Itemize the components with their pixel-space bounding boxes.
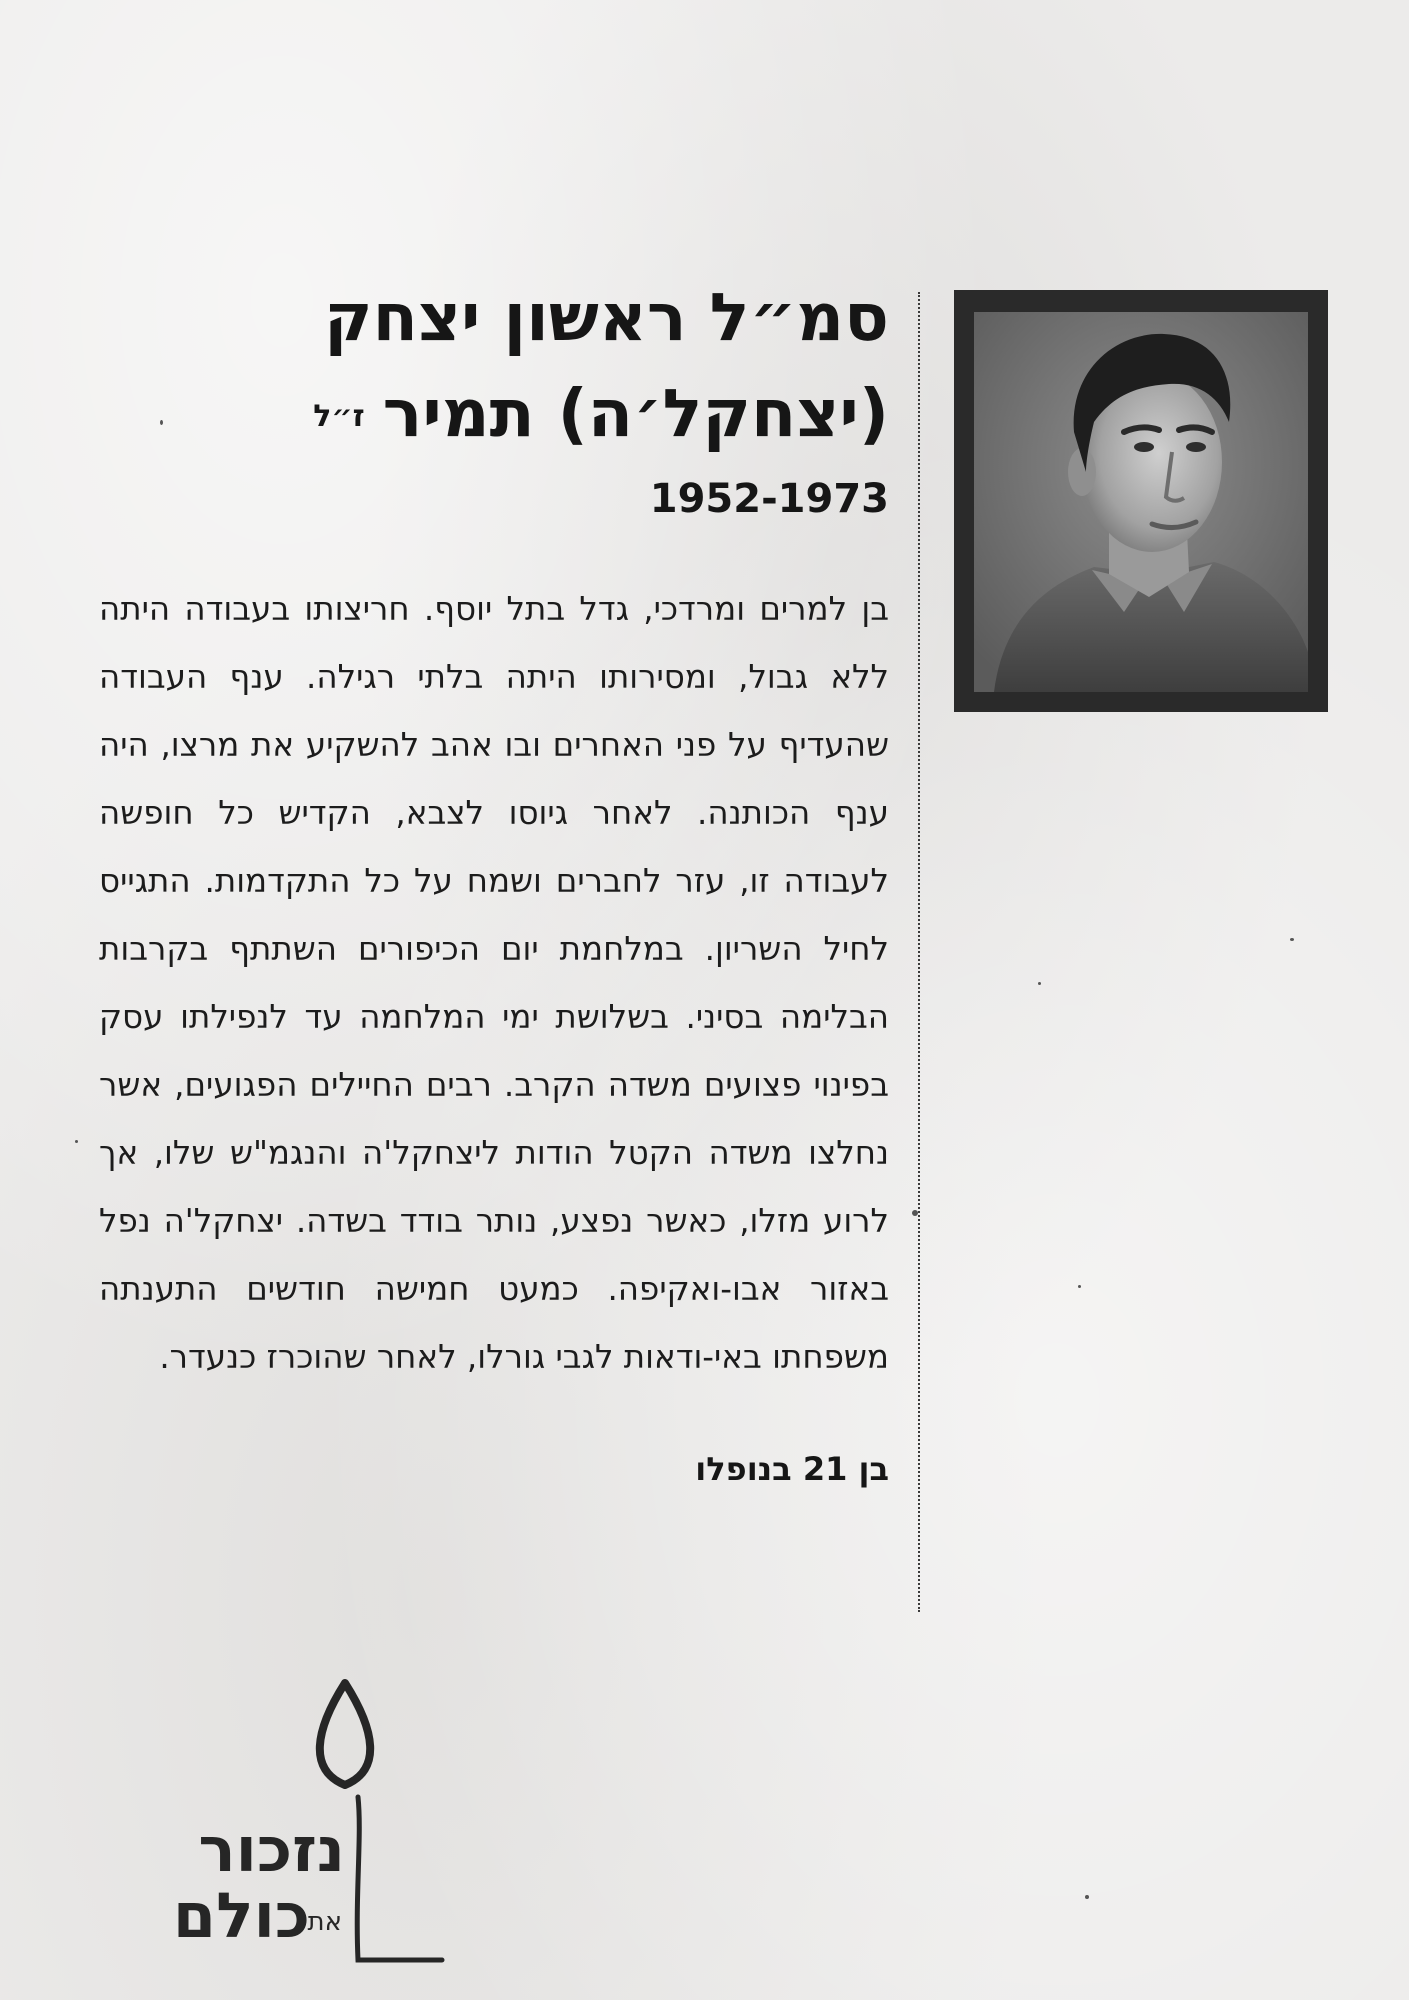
name-title-line1: סמ״ל ראשון יצחק [324, 279, 889, 356]
portrait-photo [974, 312, 1308, 692]
paper-speck [1290, 938, 1294, 941]
name-title-line2-text: (יצחקל׳ה) תמיר [382, 375, 889, 452]
life-years: 1952-1973 [649, 476, 889, 522]
biography-text: בן למרים ומרדכי, גדל בתל יוסף. חריצותו בעבודה היתה ללא גבול, ומסירותו היתה בלתי רגילה. ענף העבודה שהעדיף על פני האחרים ובו אהב להשקיע את מרצו, היה ענף הכותנה. לאחר גיוסו לצבא, הקדיש כל חופשה לעבודה זו, עזר לחברים ושמח על כל התקדמות. התגייס לחיל השריון. במלחמת יום הכיפורים השתתף בקרבות הבלימה בסיני. בשלושת ימי המלחמה עד לנפילתו עסק בפינוי פצועים משדה הקרב. רבים החיילים הפגועים, אשר נחלצו משדה הקטל הודות ליצחקל'ה והנגמ"ש שלו, אך לרוע מזלו, כאשר נפצע, נותר בודד בשדה. יצחקל'ה נפל באזור אבו-ואקיפה. כמעט חמישה חודשים התענתה משפחתו באי-ודאות לגבי גורלו, לאחר שהוכרז כנעדר. [99, 590, 889, 1376]
logo-word-remember: נזכור [198, 1813, 345, 1886]
honorific: ז״ל [313, 399, 365, 434]
name-title-line2 [89, 366, 889, 465]
paper-speck [1078, 1285, 1081, 1288]
portrait-photo-frame [954, 290, 1328, 712]
logo-word-et: את [307, 1907, 342, 1937]
age-at-death: בן 21 בנופלו [695, 1450, 889, 1488]
paper-speck [1038, 982, 1041, 985]
paper-speck [160, 420, 163, 425]
text-column [89, 270, 889, 1493]
remember-all-logo [100, 1675, 450, 1965]
dotted-divider [918, 292, 920, 1612]
paper-speck [912, 1210, 918, 1216]
paper-speck [1085, 1895, 1089, 1899]
logo-word-all: כולם [172, 1879, 310, 1952]
paper-speck [75, 1140, 78, 1143]
